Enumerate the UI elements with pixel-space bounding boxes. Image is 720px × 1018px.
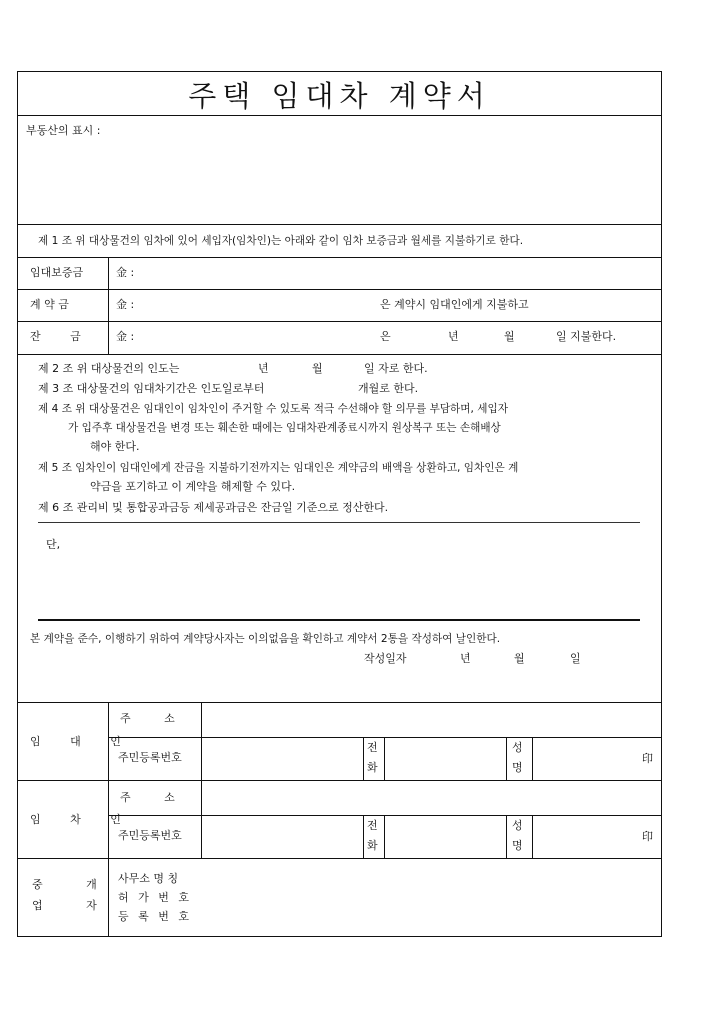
article-5-line2: 약금을 포기하고 이 계약을 해제할 수 있다. (90, 480, 296, 493)
lessor-name-label-2: 명 (512, 761, 523, 774)
balance-eun: 은 (380, 330, 391, 343)
property-field[interactable] (128, 124, 648, 214)
divider (18, 354, 661, 355)
contract-note: 은 계약시 임대인에게 지불하고 (380, 298, 529, 311)
contract-form (17, 71, 662, 937)
broker-label-line1: 중 개 (32, 878, 97, 891)
lessor-phone-label-2: 화 (367, 761, 378, 774)
divider (18, 702, 661, 703)
lessee-address-field[interactable] (208, 784, 648, 810)
closing-statement: 본 계약을 준수, 이행하기 위하여 계약당사자는 이의없음을 확인하고 계약서 2통을 작성하여 날인한다. (30, 633, 501, 645)
divider (384, 815, 385, 858)
article-3-suffix: 개월로 한다. (358, 382, 419, 395)
divider (363, 815, 364, 858)
balance-year: 년 (448, 330, 459, 343)
deposit-amount-field[interactable] (148, 262, 648, 284)
lessor-name-label-1: 성 (512, 741, 523, 754)
lessor-id-field[interactable] (208, 742, 358, 776)
balance-month: 월 (504, 330, 515, 343)
article-1: 제 1 조 위 대상물건의 임차에 있어 세입자(임차인)는 아래와 같이 임차 보증금과 월세를 지불하기로 한다. (38, 235, 524, 247)
article-2-month: 월 (312, 362, 323, 375)
lessor-address-label: 주 소 (120, 712, 175, 725)
deposit-currency: 金 : (116, 266, 135, 279)
broker-license-label: 허 가 번 호 (118, 891, 192, 904)
divider (18, 115, 661, 116)
divider (363, 737, 364, 780)
lessee-id-label: 주민등록번호 (118, 829, 182, 842)
article-2-prefix: 제 2 조 위 대상물건의 인도는 (38, 362, 180, 375)
article-6: 제 6 조 관리비 및 통합공과금등 제세공과금은 잔금일 기준으로 정산한다. (38, 501, 389, 514)
lessor-label: 임 대 인 (30, 735, 134, 748)
balance-amount-field[interactable] (148, 326, 373, 348)
lessor-seal: 印 (642, 752, 653, 765)
article-2 (38, 362, 179, 376)
lessor-phone-field[interactable] (388, 742, 502, 776)
contract-deposit-label: 계 약 금 (30, 298, 69, 311)
lessee-name-label-1: 성 (512, 819, 523, 832)
payment-label-divider (108, 257, 109, 354)
divider (18, 257, 661, 258)
divider (18, 858, 661, 859)
document-title: 주택 임대차 계약서 (188, 79, 491, 113)
lessee-phone-label-1: 전 (367, 819, 378, 832)
lessee-name-field[interactable] (536, 820, 636, 854)
lessee-phone-field[interactable] (388, 820, 502, 854)
broker-label-line2: 업 자 (32, 899, 97, 912)
divider (18, 289, 661, 290)
lessee-address-label: 주 소 (120, 791, 175, 804)
lessee-id-field[interactable] (208, 820, 358, 854)
broker-info-field[interactable] (208, 866, 648, 928)
date-label: 작성일자 (364, 652, 407, 665)
balance-label: 잔 금 (30, 330, 81, 343)
balance-day-note: 일 지불한다. (556, 330, 617, 343)
special-terms-label: 단, (46, 538, 61, 551)
lessee-seal: 印 (642, 830, 653, 843)
article-4-line1: 제 4 조 위 대상물건은 임대인이 임차인이 주거할 수 있도록 적극 수선해야 할 의무를 부담하며, 세입자 (38, 403, 508, 415)
article-4-line3: 해야 한다. (90, 440, 140, 453)
date-year: 년 (460, 652, 471, 665)
deposit-label: 임대보증금 (30, 266, 84, 279)
divider (18, 321, 661, 322)
lessee-phone-label-2: 화 (367, 839, 378, 852)
broker-office-label: 사무소 명 칭 (118, 872, 179, 885)
article-2-year: 년 (258, 362, 269, 375)
divider (18, 780, 661, 781)
lessee-name-label-2: 명 (512, 839, 523, 852)
lessor-phone-label-1: 전 (367, 741, 378, 754)
lessor-address-field[interactable] (208, 706, 648, 732)
divider (506, 815, 507, 858)
contract-amount-field[interactable] (148, 294, 373, 316)
lessor-name-field[interactable] (536, 742, 636, 776)
lessee-label: 임 차 인 (30, 813, 134, 826)
lessor-id-label: 주민등록번호 (118, 751, 182, 764)
divider (384, 737, 385, 780)
divider (506, 737, 507, 780)
divider (18, 224, 661, 225)
special-terms-bottom-rule (38, 619, 640, 621)
broker-registration-label: 등 록 번 호 (118, 910, 192, 923)
article-3-prefix: 제 3 조 대상물건의 임대차기간은 인도일로부터 (38, 382, 265, 395)
contract-currency: 金 : (116, 298, 135, 311)
date-month: 월 (514, 652, 525, 665)
date-day: 일 (570, 652, 581, 665)
article-2-suffix: 일 자로 한다. (364, 362, 428, 375)
divider (532, 737, 533, 780)
special-terms-field[interactable] (68, 534, 638, 614)
property-label: 부동산의 표시 : (26, 124, 101, 137)
special-terms-top-rule (38, 522, 640, 523)
article-5-line1: 제 5 조 임차인이 임대인에게 잔금을 지불하기전까지는 임대인은 계약금의 배액을 상환하고, 임차인은 계 (38, 462, 519, 474)
balance-currency: 金 : (116, 330, 135, 343)
divider (532, 815, 533, 858)
article-4-line2: 가 입주후 대상물건을 변경 또는 훼손한 때에는 임대차관계종료시까지 원상복구 또는 손해배상 (68, 422, 501, 434)
